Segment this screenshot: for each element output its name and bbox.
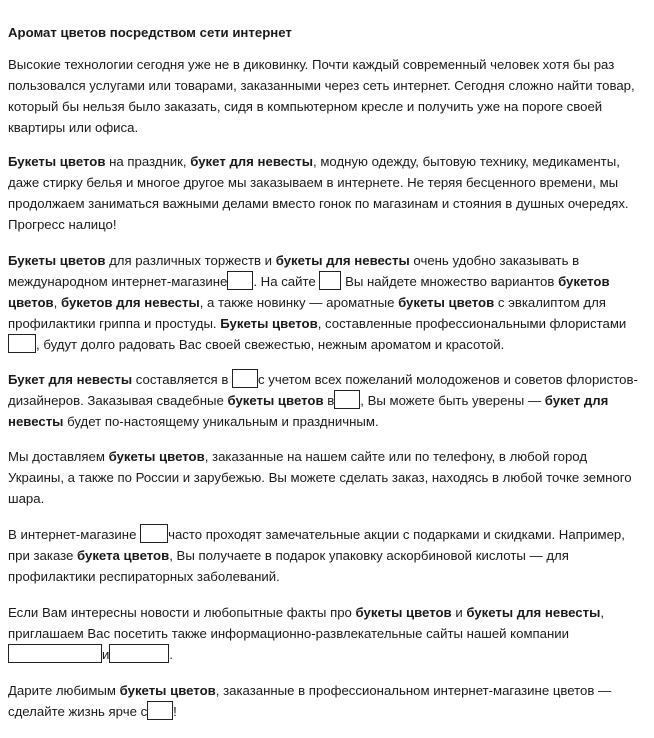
keyword: Букет для невесты bbox=[8, 372, 133, 387]
keyword: букета цветов bbox=[77, 548, 170, 563]
link-placeholder[interactable] bbox=[8, 644, 102, 663]
paragraph-8: Дарите любимым букеты цветов, заказанные в профессиональном интернет-магазине цветов — сделайте жизнь ярче с ! bbox=[8, 683, 612, 719]
link-placeholder[interactable] bbox=[334, 390, 360, 409]
page-title: Аромат цветов посредством сети интернет bbox=[8, 25, 292, 40]
keyword: букетов цветов bbox=[8, 274, 610, 310]
paragraph-2: Букеты цветов на праздник, букет для невесты, модную одежду, бытовую технику, медикаменты, даже стирку белья и многое другое мы заказываем в интернете. Не теряя бесценного времени, мы продолжаем заниматься важными делами вместо гонок по магазинам и стояния в душных очередях. Прогресс налицо! bbox=[8, 154, 629, 232]
paragraph-6: В интернет-магазине часто проходят замечательные акции с подарками и скидками. Например, при заказе букета цветов, Вы получаете в подарок упаковку аскорбиновой кислоты — для профилактики респираторных заболеваний. bbox=[8, 524, 644, 587]
keyword: букеты цветов bbox=[108, 449, 205, 464]
keyword: букеты цветов bbox=[227, 393, 324, 408]
keyword: букет для невесты bbox=[190, 154, 313, 169]
keyword: букеты для невесты bbox=[275, 253, 410, 268]
paragraph-3: Букеты цветов для различных торжеств и букеты для невесты очень удобно заказывать в международном интернет-магазине . На сайте Вы найдете множество вариантов букетов цветов, букетов для невесты, а также новинку — ароматные букеты цветов с эвкалиптом для профилактики гриппа и простуды. Букеты цветов, составленные профессиональными флористами , будут долго радовать Вас своей свежестью, нежным ароматом и красотой. bbox=[8, 253, 627, 352]
keyword: букеты для невесты bbox=[466, 605, 601, 620]
paragraph-4: Букет для невесты составляется в с учетом всех пожеланий молодоженов и советов флористов-дизайнеров. Заказывая свадебные букеты цветов в , Вы можете быть уверены — букет для невесты будет по-настоящему уникальным и праздничным. bbox=[8, 369, 644, 432]
link-placeholder[interactable] bbox=[109, 644, 169, 663]
link-placeholder[interactable] bbox=[227, 271, 253, 290]
keyword: Букеты цветов bbox=[8, 154, 106, 169]
keyword: букеты цветов bbox=[119, 683, 216, 698]
link-placeholder[interactable] bbox=[147, 701, 173, 720]
paragraph-7: Если Вам интересны новости и любопытные факты про букеты цветов и букеты для невесты, приглашаем Вас посетить также информационно-развлекательные сайты нашей компании и . bbox=[8, 605, 605, 662]
keyword: букетов для невесты bbox=[60, 295, 200, 310]
link-placeholder[interactable] bbox=[140, 524, 168, 543]
keyword: Букеты цветов bbox=[220, 316, 318, 331]
keyword: Букеты цветов bbox=[8, 253, 106, 268]
keyword: букеты цветов bbox=[398, 295, 495, 310]
paragraph-1: Высокие технологии сегодня уже не в диковинку. Почти каждый современный человек хотя бы раз пользовался услугами или товарами, заказанными через сеть интернет. Сегодня сложно найти товар, который бы нельзя было заказать, сидя в компьютерном кресле и получить уже на пороге своей квартиры или офиса. bbox=[8, 57, 635, 135]
link-placeholder[interactable] bbox=[232, 369, 258, 388]
keyword: букеты цветов bbox=[355, 605, 452, 620]
link-placeholder[interactable] bbox=[319, 271, 341, 290]
link-placeholder[interactable] bbox=[8, 334, 36, 353]
keyword: букет для невесты bbox=[8, 393, 609, 429]
paragraph-5: Мы доставляем букеты цветов, заказанные на нашем сайте или по телефону, в любой город Украины, а также по России и зарубежью. Вы можете сделать заказ, находясь в любой точке земного шара. bbox=[8, 449, 632, 506]
